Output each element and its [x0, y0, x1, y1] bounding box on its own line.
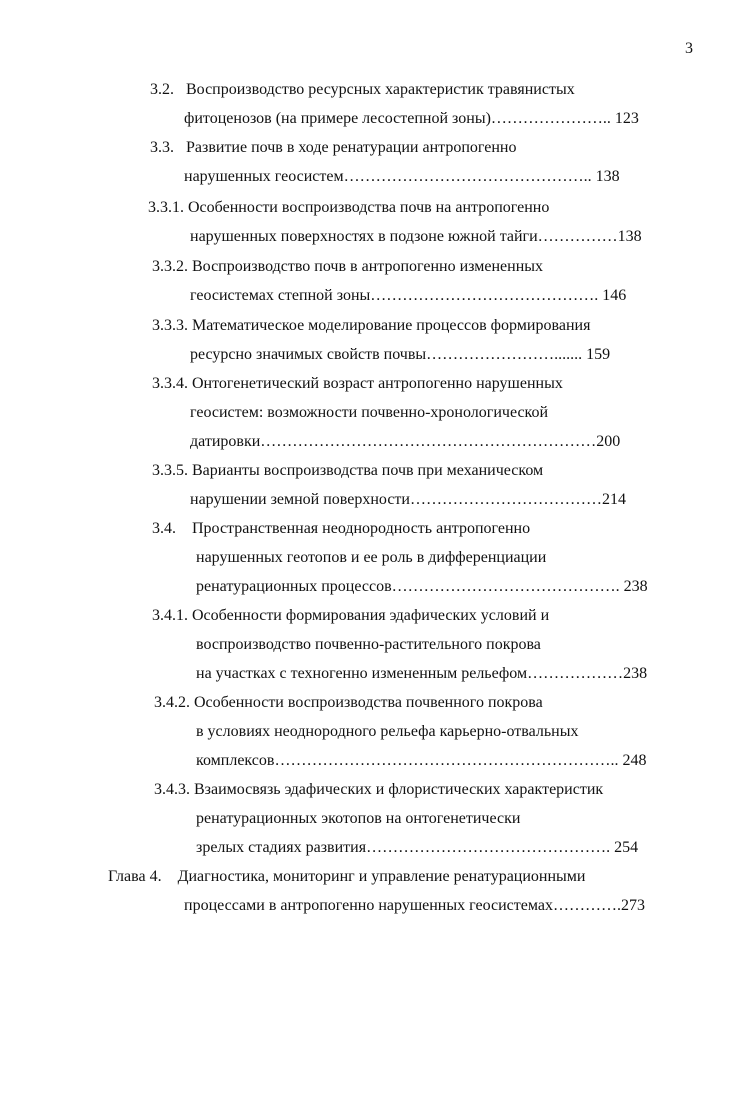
- toc-line: фитоценозов (на примере лесостепной зоны)………………….. 123: [184, 110, 639, 127]
- toc-line: геосистемах степной зоны……………………………………. 146: [190, 287, 627, 304]
- toc-line: 3.4.3. Взаимосвязь эдафических и флористических характеристик: [154, 781, 604, 798]
- toc-line: 3.4.2. Особенности воспроизводства почвенного покрова: [154, 694, 543, 711]
- toc-line: комплексов……………………………………………………….. 248: [196, 752, 647, 769]
- page-number: 3: [685, 40, 693, 57]
- toc-line: Глава 4. Диагностика, мониторинг и управление ренатурационными: [108, 868, 586, 885]
- toc-line: геосистем: возможности почвенно-хронологической: [190, 404, 549, 421]
- toc-line: нарушенных поверхностях в подзоне южной тайги……………138: [190, 228, 642, 245]
- toc-line: ресурсно значимых свойств почвы……………………....... 159: [190, 346, 611, 363]
- toc-line: 3.3.2. Воспроизводство почв в антропогенно измененных: [152, 258, 543, 275]
- toc-line: процессами в антропогенно нарушенных геосистемах………….273: [184, 897, 645, 914]
- toc-line: нарушении земной поверхности………………………………214: [190, 491, 626, 508]
- toc-line: нарушенных геотопов и ее роль в дифференциации: [196, 549, 547, 566]
- toc-line: 3.3. Развитие почв в ходе ренатурации антропогенно: [150, 139, 517, 156]
- toc-line: нарушенных геосистем……………………………………….. 138: [184, 168, 620, 185]
- toc-line: зрелых стадиях развития………………………………………. 254: [196, 839, 639, 856]
- toc-line: в условиях неоднородного рельефа карьерно-отвальных: [196, 723, 579, 740]
- toc-line: 3.2. Воспроизводство ресурсных характеристик травянистых: [150, 81, 575, 98]
- toc-line: датировки………………………………………………………200: [190, 433, 621, 450]
- toc-line: ренатурационных процессов……………………………………. 238: [196, 578, 648, 595]
- toc-line: 3.4. Пространственная неоднородность антропогенно: [152, 520, 531, 537]
- toc-line: 3.4.1. Особенности формирования эдафических условий и: [152, 607, 550, 624]
- toc-line: 3.3.3. Математическое моделирование процессов формирования: [152, 317, 591, 334]
- toc-line: ренатурационных экотопов на онтогенетически: [196, 810, 521, 827]
- toc-line: на участках с техногенно измененным рельефом………………238: [196, 665, 648, 682]
- toc-line: 3.3.4. Онтогенетический возраст антропогенно нарушенных: [152, 375, 563, 392]
- toc-line: 3.3.5. Варианты воспроизводства почв при механическом: [152, 462, 544, 479]
- toc-line: воспроизводство почвенно-растительного покрова: [196, 636, 541, 653]
- toc-line: 3.3.1. Особенности воспроизводства почв на антропогенно: [148, 199, 550, 216]
